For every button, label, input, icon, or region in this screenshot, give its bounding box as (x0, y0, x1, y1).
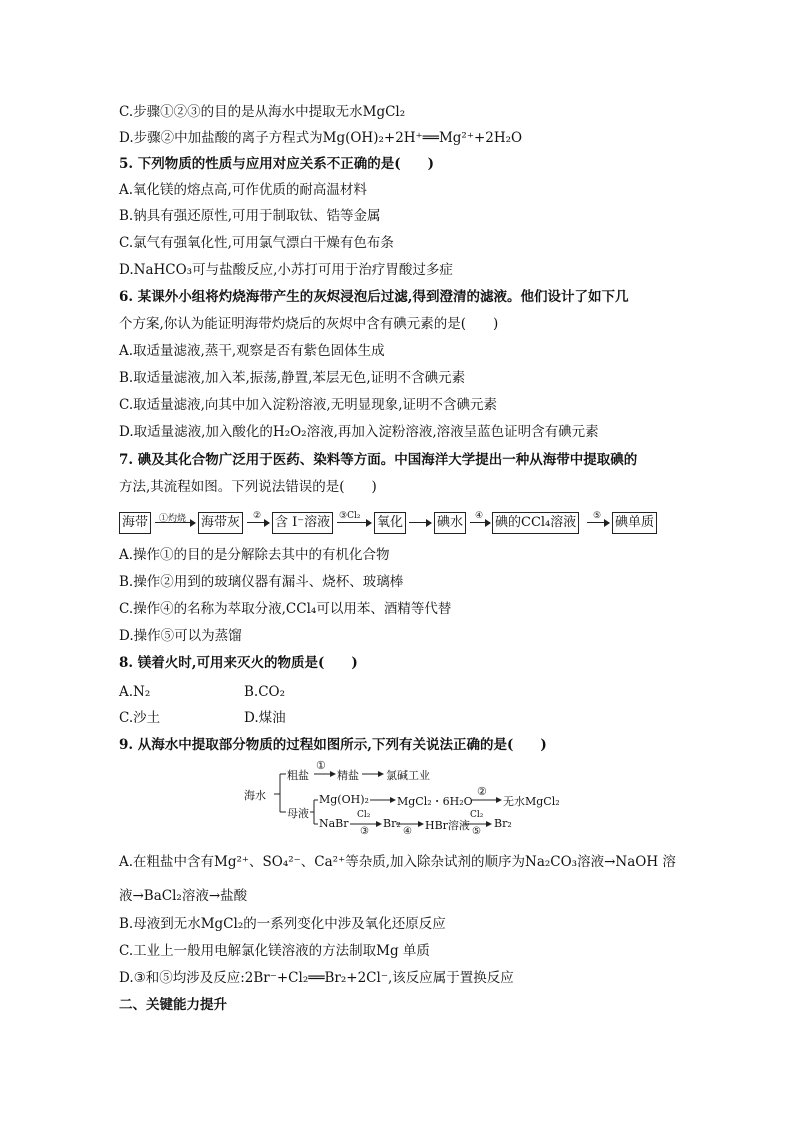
flow-box: 海带 (119, 512, 151, 534)
label-step5: ⑤ (472, 826, 481, 837)
q6-option-c: C.取适量滤液,向其中加入淀粉溶液,无明显现象,证明不含碘元素 (119, 397, 498, 413)
label-crude-salt: 粗盐 (287, 769, 309, 782)
flow-arrow (470, 511, 490, 523)
q8-option-a: A.N₂ (119, 684, 151, 700)
q9-option-c: C.工业上一般用电解氯化镁溶液的方法制取Mg 单质 (119, 943, 430, 959)
flow-arrow-label: ④ (475, 511, 484, 521)
q8-option-d: D.煤油 (244, 710, 286, 726)
flow-arrow (587, 511, 609, 523)
label-refined-salt: 精盐 (337, 769, 359, 782)
q5-option-c: C.氯气有强氧化性,可用氯气漂白干燥有色布条 (119, 235, 394, 251)
q5-option-a: A.氧化镁的熔点高,可作优质的耐高温材料 (119, 182, 367, 198)
q7-option-a: A.操作①的目的是分解除去其中的有机化合物 (119, 547, 390, 563)
label-mgcl2-hydrate: MgCl₂・6H₂O (397, 795, 473, 808)
flow-box: 碘的CCl₄溶液 (492, 512, 579, 534)
label-seawater: 海水 (244, 789, 266, 802)
label-step3: ③ (360, 826, 369, 837)
seawater-process-diagram (244, 759, 564, 837)
flow-box: 氧化 (374, 512, 406, 534)
question-6-cont: 个方案,你认为能证明海带灼烧后的灰烬中含有碘元素的是( ) (119, 316, 499, 332)
section-heading: 二、关键能力提升 (119, 997, 227, 1013)
q4-option-c: C.步骤①②③的目的是从海水中提取无水MgCl₂ (119, 104, 406, 120)
q5-option-b: B.钠具有强还原性,可用于制取钛、锆等金属 (119, 208, 381, 224)
q7-option-d: D.操作⑤可以为蒸馏 (119, 628, 242, 644)
q9-option-d: D.③和⑤均涉及反应:2Br⁻+Cl₂══Br₂+2Cl⁻,该反应属于置换反应 (119, 970, 514, 986)
label-step4: ④ (403, 826, 412, 837)
q6-option-b: B.取适量滤液,加入苯,振荡,静置,苯层无色,证明不含碘元素 (119, 370, 466, 386)
label-anhydrous-mgcl2: 无水MgCl₂ (503, 795, 560, 808)
label-nabr: NaBr (319, 817, 349, 830)
q6-option-d: D.取适量滤液,加入酸化的H₂O₂溶液,再加入淀粉溶液,溶液呈蓝色证明含有碘元素 (119, 424, 599, 440)
flow-arrow-label: ⑤ (593, 511, 602, 521)
flow-arrow (247, 511, 269, 523)
flow-box: 海带灰 (198, 512, 243, 534)
q5-option-d: D.NaHCO₃可与盐酸反应,小苏打可用于治疗胃酸过多症 (119, 262, 453, 278)
question-5: 5. 下列物质的性质与应用对应关系不正确的是( ) (119, 156, 435, 172)
label-br2-a: Br₂ (383, 817, 401, 830)
q7-option-c: C.操作④的名称为萃取分液,CCl₄可以用苯、酒精等代替 (119, 601, 452, 617)
label-cl2-a: Cl₂ (357, 810, 371, 820)
label-mother-liquor: 母液 (287, 807, 309, 820)
q4-option-d: D.步骤②中加盐酸的离子方程式为Mg(OH)₂+2H⁺══Mg²⁺+2H₂O (119, 130, 523, 146)
label-mgoh2: Mg(OH)₂ (319, 793, 369, 806)
q7-option-b: B.操作②用到的玻璃仪器有漏斗、烧杯、玻璃棒 (119, 574, 404, 590)
flow-arrow-label: ③Cl₂ (339, 511, 361, 521)
flow-arrow (409, 522, 431, 523)
q8-option-b: B.CO₂ (244, 684, 286, 700)
flow-arrow (155, 514, 195, 524)
question-9: 9. 从海水中提取部分物质的过程如图所示,下列有关说法正确的是( ) (119, 737, 547, 753)
flow-arrow-label: ①灼烧 (159, 514, 187, 524)
flow-box: 碘单质 (612, 512, 657, 534)
flow-arrow-label: ② (253, 511, 262, 521)
q6-option-a: A.取适量滤液,蒸干,观察是否有紫色固体生成 (119, 343, 385, 359)
q8-option-c: C.沙土 (119, 710, 161, 726)
label-step1: ① (316, 759, 326, 772)
q9-option-a-cont: 液→BaCl₂溶液→盐酸 (119, 888, 248, 904)
question-7: 7. 碘及其化合物广泛用于医药、染料等方面。中国海洋大学提出一种从海带中提取碘的 (119, 452, 638, 468)
flow-arrow (337, 511, 371, 523)
question-7-cont: 方法,其流程如图。下列说法错误的是( ) (119, 479, 377, 495)
flow-box: 碘水 (434, 512, 466, 534)
flow-box: 含 I⁻溶液 (272, 512, 333, 534)
label-cl2-b: Cl₂ (470, 810, 484, 820)
label-chlor-alkali: 氯碱工业 (386, 769, 430, 782)
question-6: 6. 某课外小组将灼烧海带产生的灰烬浸泡后过滤,得到澄清的滤液。他们设计了如下几 (119, 289, 629, 305)
label-br2-b: Br₂ (494, 817, 512, 830)
iodine-flowchart (119, 512, 659, 536)
q9-option-a: A.在粗盐中含有Mg²⁺、SO₄²⁻、Ca²⁺等杂质,加入除杂试剂的顺序为Na₂CO₃溶液→NaOH 溶 (119, 854, 676, 870)
label-step2: ② (477, 785, 487, 798)
q9-option-b: B.母液到无水MgCl₂的一系列变化中涉及氧化还原反应 (119, 916, 446, 932)
question-8: 8. 镁着火时,可用来灭火的物质是( ) (119, 655, 358, 671)
label-hbr: HBr溶液 (425, 819, 470, 832)
